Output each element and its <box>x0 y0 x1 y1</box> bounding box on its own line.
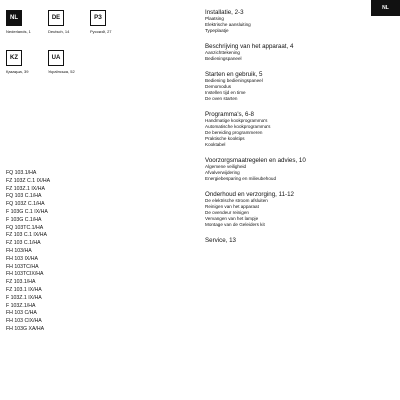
toc-item[interactable]: Elektrische aansluiting <box>205 22 251 27</box>
language-selector <box>6 10 176 80</box>
language-label: Deutsch, 14 <box>48 29 70 34</box>
model-item: F 103Z.1/HA <box>6 302 36 309</box>
language-de[interactable] <box>48 10 88 40</box>
model-item: F 103Z.1 IX/HA <box>6 294 42 301</box>
toc-section-programmas <box>205 111 370 148</box>
toc-item[interactable]: Praktische kooktips <box>205 136 245 141</box>
toc-item[interactable]: Aanzichttekening <box>205 50 240 55</box>
toc-item[interactable]: Energiebesparing en milieubehoud <box>205 176 276 181</box>
toc-item[interactable]: Vervangen van het lampje <box>205 216 259 221</box>
toc-section-title[interactable]: Voorzorgsmaatregelen en advies, 10 <box>205 157 306 164</box>
language-ru[interactable] <box>90 10 130 40</box>
toc-item[interactable]: Bedieningspaneel <box>205 56 242 61</box>
model-item: FH 103/HA <box>6 247 32 254</box>
model-item: FZ 103Z.1 IX/HA <box>6 185 45 192</box>
toc-item[interactable]: Algemene veiligheid <box>205 164 247 169</box>
toc-item[interactable]: Reinigen van het apparaat <box>205 204 259 209</box>
model-item: FQ 103.1/HA <box>6 170 37 176</box>
language-code: NL <box>6 10 22 26</box>
table-of-contents <box>205 9 370 253</box>
language-code: UA <box>48 50 64 66</box>
language-code: KZ <box>6 50 22 66</box>
model-item: FH 103TCIX/HA <box>6 271 44 278</box>
toc-section-starten <box>205 71 370 102</box>
toc-section-title[interactable]: Service, 13 <box>205 237 236 244</box>
model-item: FH 103TC/HA <box>6 263 39 270</box>
language-label: Русский, 27 <box>90 29 112 34</box>
model-list <box>6 170 156 334</box>
toc-item[interactable]: Plaatsing <box>205 16 224 21</box>
model-item: FZ 103 C.1 IX/HA <box>6 232 47 239</box>
toc-item[interactable]: Demomodus <box>205 84 232 89</box>
toc-item[interactable]: De ovendeur reinigen <box>205 210 249 215</box>
language-label: Қазақша, 39 <box>6 69 29 74</box>
toc-section-title[interactable]: Installatie, 2-3 <box>205 9 244 16</box>
model-item: FQ 103Z C.1/HA <box>6 201 45 208</box>
page-language-tab-label: NL <box>382 5 389 11</box>
language-label: Українська, 52 <box>48 69 75 74</box>
toc-section-beschrijving <box>205 43 370 62</box>
model-item: FZ 103 C.1/HA <box>6 240 41 247</box>
toc-section-service <box>205 237 370 244</box>
language-kz[interactable] <box>6 50 46 80</box>
model-item: FQ 103TC.1/HA <box>6 224 44 231</box>
toc-item[interactable]: De elektrische stroom afsluiten <box>205 198 268 203</box>
toc-section-installatie <box>205 9 370 34</box>
toc-item[interactable]: De oven starten <box>205 96 238 101</box>
model-item: FQ 103 C.1/HA <box>6 193 42 200</box>
toc-item[interactable]: Afvalverwijdering <box>205 170 240 175</box>
language-nl[interactable] <box>6 10 46 40</box>
toc-section-voorzorgsmaatregelen <box>205 157 370 182</box>
language-label: Nederlands, 1 <box>6 29 31 34</box>
model-item: F 103G C.1/HA <box>6 216 42 223</box>
model-item: FZ 103.1/HA <box>6 279 36 286</box>
model-item: FH 103G XA/HA <box>6 325 45 332</box>
toc-item[interactable]: Montage van de Geleiders kit <box>205 222 265 227</box>
toc-item[interactable]: Typeplaatje <box>205 28 229 33</box>
model-item: FZ 103Z C.1 IX/HA <box>6 177 51 184</box>
model-item: FZ 103.1 IX/HA <box>6 286 42 293</box>
model-item: FH 103 IX/HA <box>6 255 39 262</box>
language-code: РЗ <box>90 10 106 26</box>
language-ua[interactable] <box>48 50 88 80</box>
model-item: FH 103 C/HA <box>6 310 37 317</box>
toc-section-onderhoud <box>205 191 370 228</box>
toc-item[interactable]: De bereiding programmeren <box>205 130 263 135</box>
toc-item[interactable]: Automatische kookprogramma's <box>205 124 271 129</box>
toc-item[interactable]: Bediening bedieningspaneel <box>205 78 263 83</box>
toc-item[interactable]: Instellen tijd en time <box>205 90 246 95</box>
model-item: F 103G C.1 IX/HA <box>6 208 48 215</box>
toc-item[interactable]: Kooktabel <box>205 142 226 147</box>
toc-section-title[interactable]: Starten en gebruik, 5 <box>205 71 263 78</box>
toc-section-title[interactable]: Programma's, 6-8 <box>205 111 254 118</box>
model-item: FH 103 CIX/HA <box>6 318 42 325</box>
page-language-tab <box>371 0 400 16</box>
language-code: DE <box>48 10 64 26</box>
toc-item[interactable]: Handmatige kookprogramma's <box>205 118 268 123</box>
toc-section-title[interactable]: Onderhoud en verzorging, 11-12 <box>205 191 294 198</box>
toc-section-title[interactable]: Beschrijving van het apparaat, 4 <box>205 43 294 50</box>
